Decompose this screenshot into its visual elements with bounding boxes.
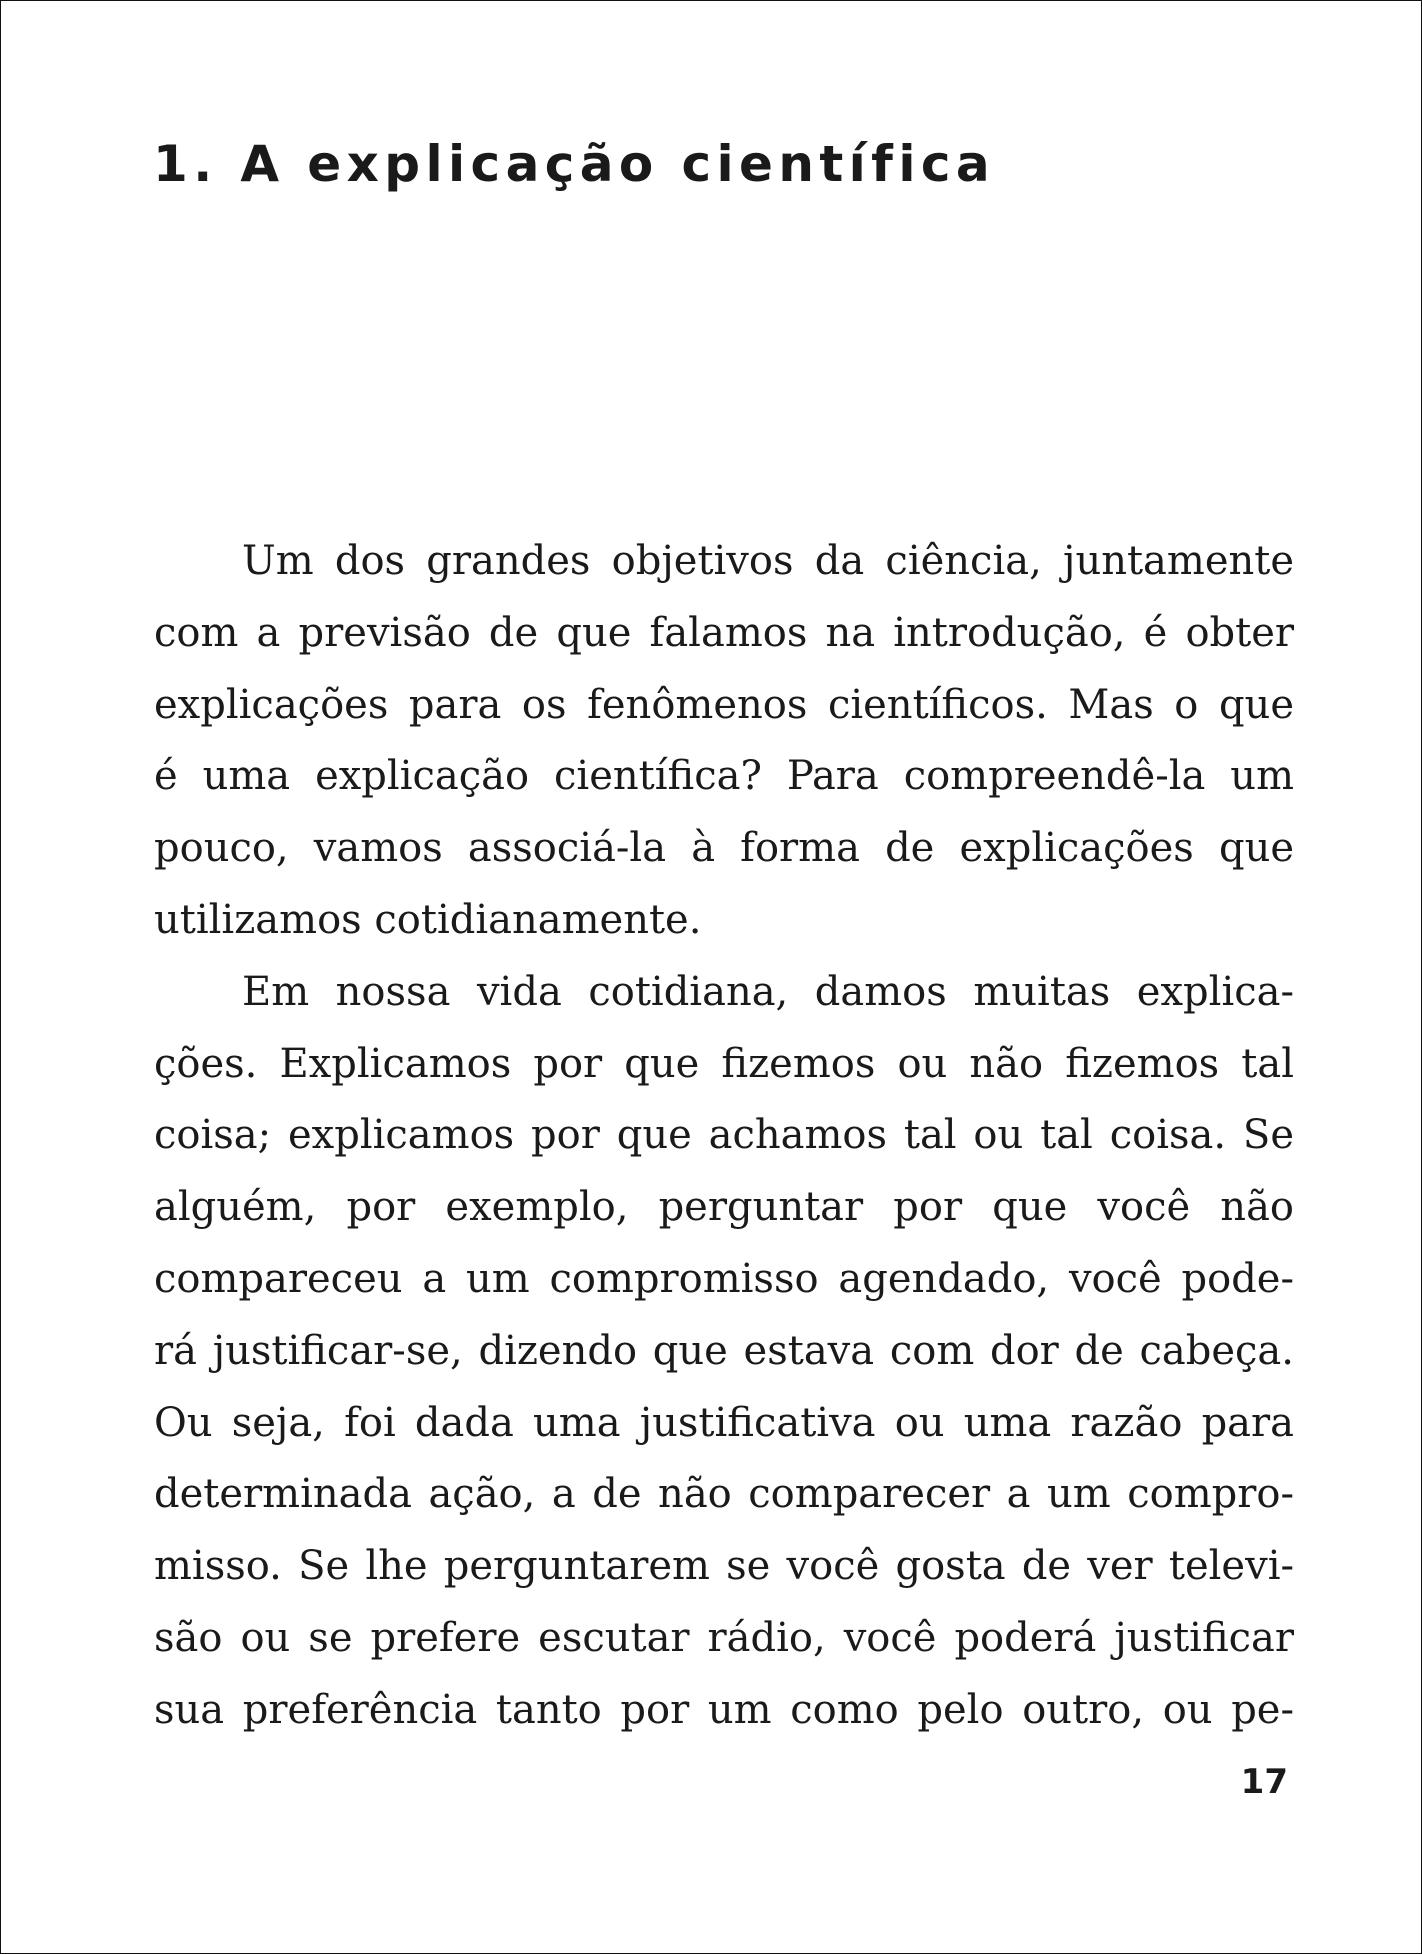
paragraph-2-line: ções. Explicamos por que fizemos ou não fizemos tal bbox=[154, 1040, 1294, 1087]
chapter-title: 1. A explicação científica bbox=[153, 135, 996, 193]
paragraph-2-line: sua preferência tanto por um como pelo outro, ou pe- bbox=[154, 1686, 1294, 1733]
paragraph-2-line: determinada ação, a de não comparecer a um compro- bbox=[154, 1471, 1294, 1518]
paragraph-2-line: são ou se prefere escutar rádio, você poderá justificar bbox=[154, 1614, 1294, 1661]
paragraph-2-line: compareceu a um compromisso agendado, você pode- bbox=[154, 1255, 1294, 1302]
paragraph-1-line: é uma explicação científica? Para compreendê-la um bbox=[154, 753, 1294, 800]
paragraph-1-line: explicações para os fenômenos científicos. Mas o que bbox=[154, 681, 1294, 728]
paragraph-2-line: Ou seja, foi dada uma justificativa ou uma razão para bbox=[154, 1399, 1294, 1446]
paragraph-2-line: alguém, por exemplo, perguntar por que você não bbox=[154, 1184, 1294, 1231]
paragraph-2-line: misso. Se lhe perguntarem se você gosta de ver televi- bbox=[154, 1543, 1294, 1590]
paragraph-2-line: Em nossa vida cotidiana, damos muitas explica- bbox=[242, 968, 1294, 1015]
paragraph-1-line: utilizamos cotidianamente. bbox=[154, 896, 702, 943]
paragraph-2-line: rá justificar-se, dizendo que estava com dor de cabeça. bbox=[154, 1327, 1294, 1374]
body-text bbox=[154, 526, 1294, 1747]
page-number: 17 bbox=[1240, 1762, 1288, 1802]
paragraph-1-line: com a previsão de que falamos na introdução, é obter bbox=[154, 609, 1294, 656]
paragraph-2-line: coisa; explicamos por que achamos tal ou tal coisa. Se bbox=[154, 1112, 1294, 1159]
paragraph-1-line: Um dos grandes objetivos da ciência, juntamente bbox=[242, 538, 1294, 584]
paragraph-1-line: pouco, vamos associá-la à forma de explicações que bbox=[154, 825, 1294, 872]
